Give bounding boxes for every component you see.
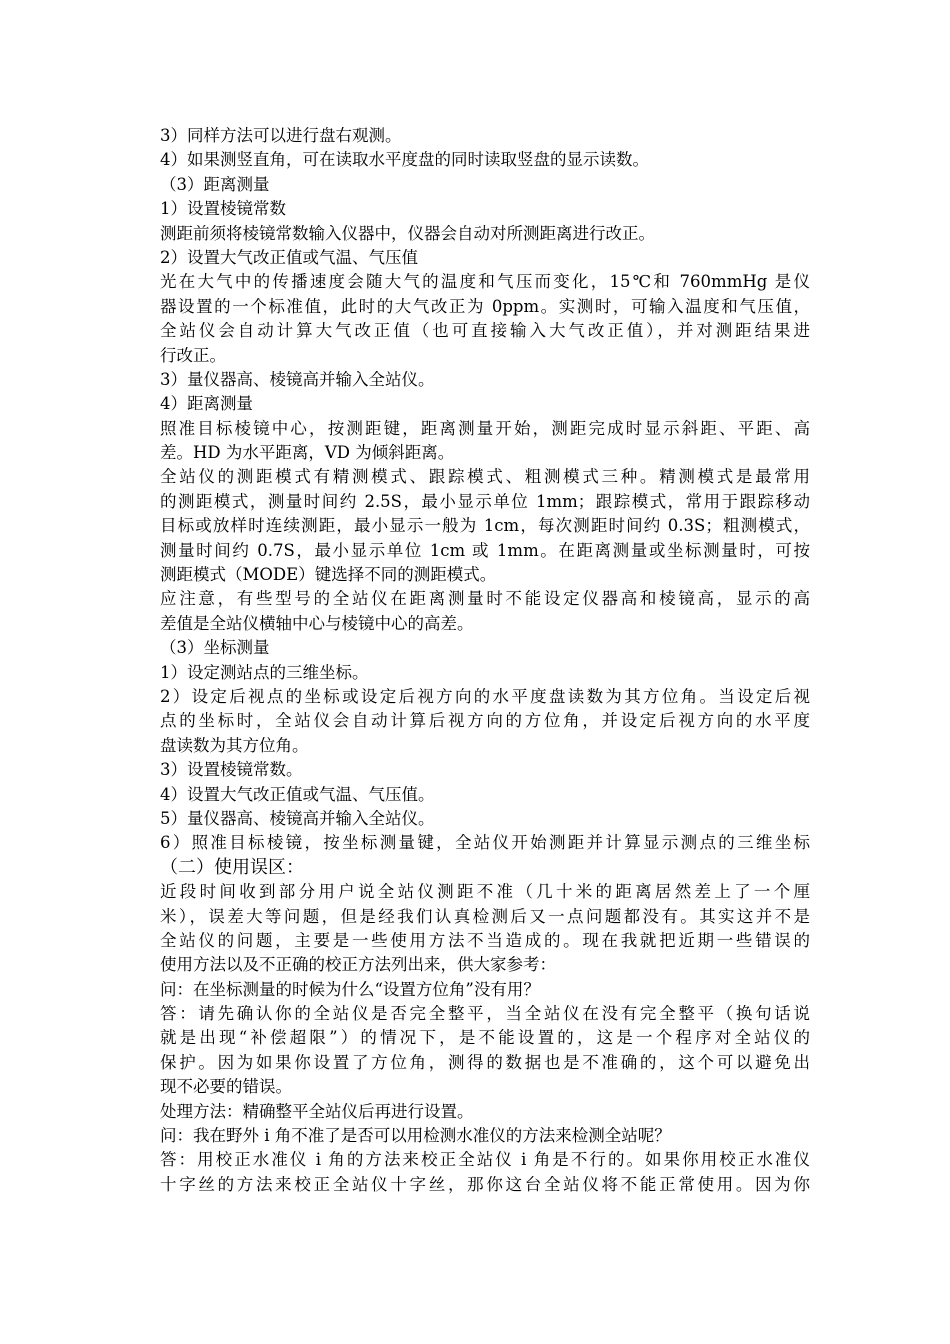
document-page bbox=[160, 124, 810, 1197]
text-line: 光在大气中的传播速度会随大气的温度和气压而变化，15℃和 760mmHg 是仪 bbox=[160, 272, 810, 292]
text-line: （3）距离测量 bbox=[160, 174, 270, 194]
text-line: 全站仪会自动计算大气改正值（也可直接输入大气改正值），并对测距结果进 bbox=[160, 321, 810, 341]
text-line: 1）设定测站点的三维坐标。 bbox=[160, 662, 369, 682]
text-line: 米），误差大等问题，但是经我们认真检测后又一点问题都没有。其实这并不是 bbox=[160, 906, 810, 926]
text-line: 照准目标棱镜中心，按测距键，距离测量开始，测距完成时显示斜距、平距、高 bbox=[160, 418, 810, 438]
text-line: 2）设定后视点的坐标或设定后视方向的水平度盘读数为其方位角。当设定后视 bbox=[160, 686, 810, 706]
text-line: 3）设置棱镜常数。 bbox=[160, 760, 303, 780]
text-line: 3）量仪器高、棱镜高并输入全站仪。 bbox=[160, 369, 435, 389]
text-line: 全站仪的测距模式有精测模式、跟踪模式、粗测模式三种。精测模式是最常用 bbox=[160, 467, 810, 487]
text-line: 盘读数为其方位角。 bbox=[160, 735, 309, 755]
text-line: 目标或放样时连续测距，最小显示一般为 1cm，每次测距时间约 0.3S；粗测模式， bbox=[160, 516, 810, 536]
text-line: 应注意，有些型号的全站仪在距离测量时不能设定仪器高和棱镜高，显示的高 bbox=[160, 589, 810, 609]
text-line: 差。HD 为水平距离，VD 为倾斜距离。 bbox=[160, 443, 455, 463]
text-line: 2）设置大气改正值或气温、气压值 bbox=[160, 247, 418, 267]
text-line: 现不必要的错误。 bbox=[160, 1077, 292, 1097]
section-heading: （二）使用误区： bbox=[160, 856, 304, 878]
text-line: 就是出现“补偿超限”）的情况下，是不能设置的，这是一个程序对全站仪的 bbox=[160, 1028, 810, 1048]
text-line: 答：用校正水准仪 i 角的方法来校正全站仪 i 角是不行的。如果你用校正水准仪 bbox=[160, 1150, 810, 1170]
text-line: 近段时间收到部分用户说全站仪测距不准（几十米的距离居然差上了一个厘 bbox=[160, 882, 810, 902]
text-line: 处理方法：精确整平全站仪后再进行设置。 bbox=[160, 1101, 474, 1121]
text-line: 测量时间约 0.7S，最小显示单位 1cm 或 1mm。在距离测量或坐标测量时，可按 bbox=[160, 540, 810, 560]
text-line: （3）坐标测量 bbox=[160, 638, 270, 658]
text-line: 4）距离测量 bbox=[160, 394, 253, 414]
text-line: 保护。因为如果你设置了方位角，测得的数据也是不准确的，这个可以避免出 bbox=[160, 1052, 810, 1072]
text-line: 6）照准目标棱镜，按坐标测量键，全站仪开始测距并计算显示测点的三维坐标 bbox=[160, 833, 810, 853]
text-line: 的测距模式，测量时间约 2.5S，最小显示单位 1mm；跟踪模式，常用于跟踪移动 bbox=[160, 491, 810, 511]
text-line: 点的坐标时，全站仪会自动计算后视方向的方位角，并设定后视方向的水平度 bbox=[160, 711, 810, 731]
text-line: 测距前须将棱镜常数输入仪器中，仪器会自动对所测距离进行改正。 bbox=[160, 223, 655, 243]
text-line: 问：在坐标测量的时候为什么“设置方位角”没有用？ bbox=[160, 979, 540, 999]
text-line: 3）同样方法可以进行盘右观测。 bbox=[160, 126, 402, 145]
text-line: 1）设置棱镜常数 bbox=[160, 199, 286, 219]
text-line: 4）设置大气改正值或气温、气压值。 bbox=[160, 784, 435, 804]
text-line: 答：请先确认你的全站仪是否完全整平，当全站仪在没有完全整平（换句话说 bbox=[160, 1004, 810, 1024]
text-line: 5）量仪器高、棱镜高并输入全站仪。 bbox=[160, 808, 435, 828]
text-line: 问：我在野外 i 角不准了是否可以用检测水准仪的方法来检测全站呢？ bbox=[160, 1126, 671, 1146]
text-line: 行改正。 bbox=[160, 345, 226, 365]
text-line: 十字丝的方法来校正全站仪十字丝，那你这台全站仪将不能正常使用。因为你 bbox=[160, 1174, 810, 1194]
text-line: 全站仪的问题，主要是一些使用方法不当造成的。现在我就把近期一些错误的 bbox=[160, 930, 810, 950]
text-line: 使用方法以及不正确的校正方法列出来，供大家参考： bbox=[160, 955, 556, 975]
text-line: 差值是全站仪横轴中心与棱镜中心的高差。 bbox=[160, 613, 474, 633]
text-line: 4）如果测竖直角，可在读取水平度盘的同时读取竖盘的显示读数。 bbox=[160, 150, 649, 170]
text-line: 测距模式（MODE）键选择不同的测距模式。 bbox=[160, 565, 497, 585]
text-line: 器设置的一个标准值，此时的大气改正为 0ppm。实测时，可输入温度和气压值， bbox=[160, 296, 810, 316]
